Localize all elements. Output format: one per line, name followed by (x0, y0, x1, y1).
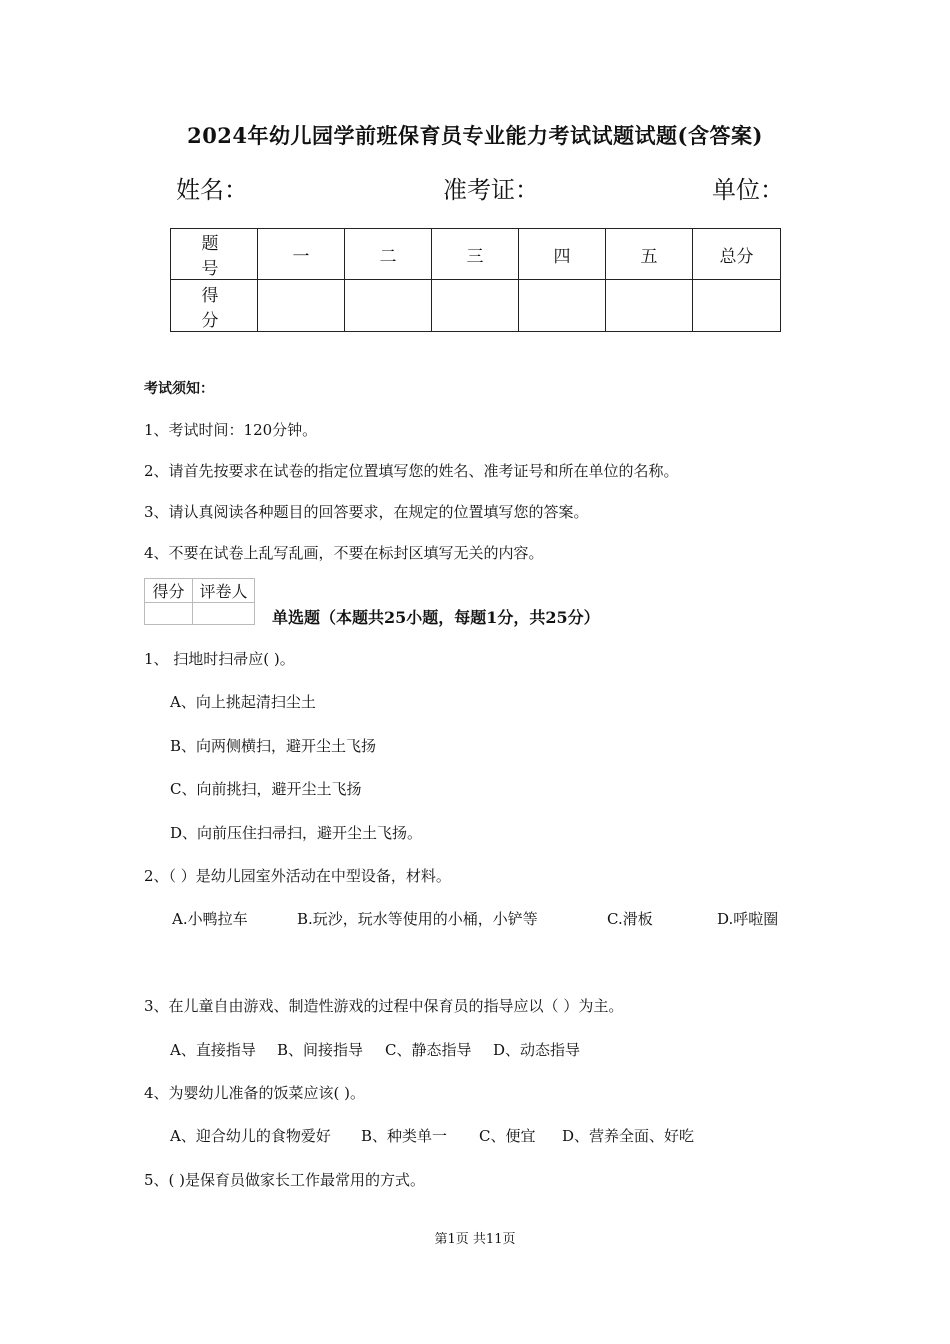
question-option: D.呼啦圈 (717, 910, 779, 928)
score-header: 总分 (693, 229, 781, 280)
grader-score-cell (145, 603, 193, 625)
notice-item: 2、请首先按要求在试卷的指定位置填写您的姓名、准考证号和所在单位的名称。 (144, 462, 679, 480)
grader-box (144, 578, 255, 625)
score-header: 五 (606, 229, 693, 280)
question-stem: 4、为婴幼儿准备的饭菜应该( )。 (144, 1084, 366, 1102)
score-cell (258, 280, 345, 332)
question-option: A、迎合幼儿的食物爱好 (170, 1127, 331, 1145)
question-stem: 1、 扫地时扫帚应( )。 (144, 650, 295, 668)
page-footer: 第1页 共11页 (434, 1232, 516, 1247)
question-option: B、间接指导 (277, 1041, 364, 1059)
notice-heading: 考试须知： (144, 381, 214, 397)
question-option: C、静态指导 (385, 1041, 472, 1059)
question-stem: 2、（ ）是幼儿园室外活动在中型设备，材料。 (144, 867, 451, 885)
question-option: B.玩沙，玩水等使用的小桶，小铲等 (297, 910, 538, 928)
question-option: C.滑板 (607, 910, 653, 928)
section-title: 单选题（本题共25小题，每题1分，共25分） (272, 608, 600, 627)
question-option: D、营养全面、好吃 (562, 1127, 695, 1145)
question-option: B、种类单一 (361, 1127, 448, 1145)
exam-number-label: 准考证： (443, 176, 539, 204)
question-option: C、向前挑扫，避开尘土飞扬 (170, 780, 362, 798)
score-cell (693, 280, 781, 332)
notice-item: 4、不要在试卷上乱写乱画，不要在标封区填写无关的内容。 (144, 544, 544, 562)
question-option: D、动态指导 (493, 1041, 581, 1059)
score-header: 一 (258, 229, 345, 280)
question-stem: 3、在儿童自由游戏、制造性游戏的过程中保育员的指导应以（ ）为主。 (144, 997, 624, 1015)
score-cell (432, 280, 519, 332)
score-cell (519, 280, 606, 332)
question-number-label: 题 号 (171, 229, 258, 280)
page-title: 2024年幼儿园学前班保育员专业能力考试试题试题(含答案) (187, 123, 763, 148)
question-option: B、向两侧横扫，避开尘土飞扬 (170, 737, 377, 755)
question-stem: 5、( )是保育员做家长工作最常用的方式。 (144, 1171, 426, 1189)
grader-name-cell (193, 603, 255, 625)
score-cell (345, 280, 432, 332)
score-table (170, 228, 781, 332)
score-cell (606, 280, 693, 332)
question-option: A、向上挑起清扫尘土 (170, 693, 316, 711)
question-option: A.小鸭拉车 (172, 910, 248, 928)
score-header: 三 (432, 229, 519, 280)
notice-item: 1、考试时间：120分钟。 (144, 421, 318, 439)
question-option: A、直接指导 (170, 1041, 256, 1059)
unit-label: 单位： (712, 176, 784, 204)
name-label: 姓名： (176, 176, 248, 204)
question-option: D、向前压住扫帚扫，避开尘土飞扬。 (170, 824, 423, 842)
notice-item: 3、请认真阅读各种题目的回答要求，在规定的位置填写您的答案。 (144, 503, 589, 521)
question-option: C、便宜 (479, 1127, 536, 1145)
grader-score-label: 得分 (145, 579, 193, 603)
score-header: 四 (519, 229, 606, 280)
score-header: 二 (345, 229, 432, 280)
grader-name-label: 评卷人 (193, 579, 255, 603)
score-row-label: 得 分 (171, 280, 258, 332)
